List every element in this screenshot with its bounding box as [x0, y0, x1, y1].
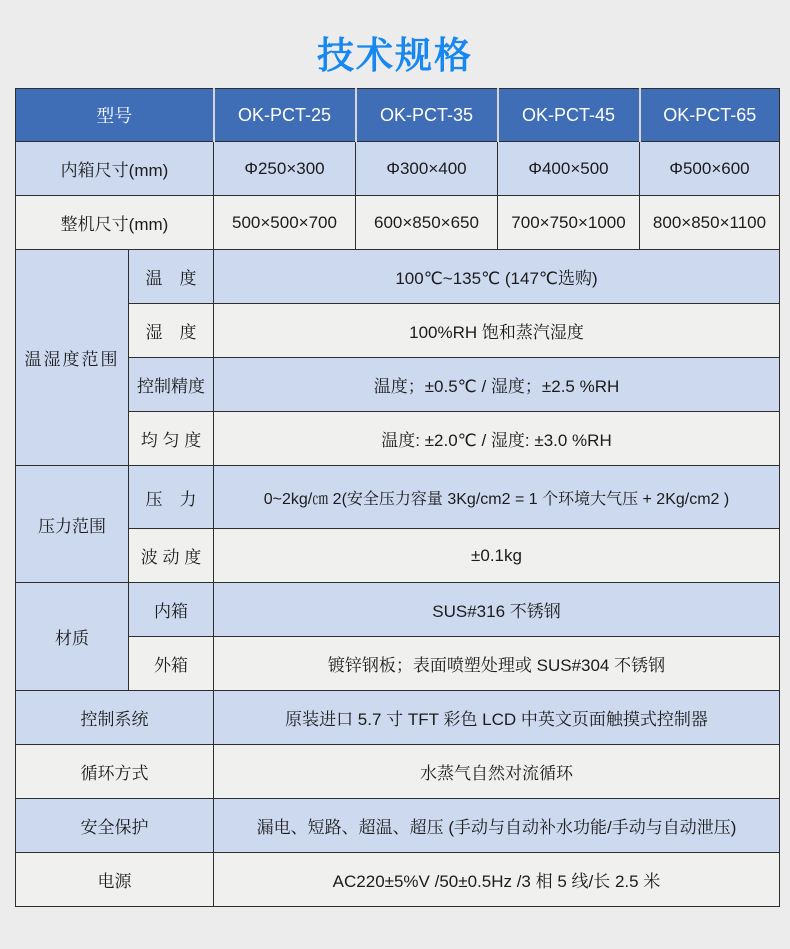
control-accuracy-value: 温度；±0.5℃ / 湿度；±2.5 %RH: [214, 358, 780, 412]
row-outer-box: [16, 637, 780, 691]
humidity-label: 湿 度: [129, 304, 214, 358]
row-inner-size: [16, 142, 780, 196]
uniformity-value: 温度: ±2.0℃ / 湿度: ±3.0 %RH: [214, 412, 780, 466]
pressure-value: 0~2kg/㎝ 2(安全压力容量 3Kg/cm2 = 1 个环境大气压 + 2Kg/cm2 ): [214, 466, 780, 529]
outer-box-value: 镀锌钢板；表面喷塑处理或 SUS#304 不锈钢: [214, 637, 780, 691]
pressure-label: 压 力: [129, 466, 214, 529]
control-system-value: 原装进口 5.7 寸 TFT 彩色 LCD 中英文页面触摸式控制器: [214, 691, 780, 745]
spec-table: [15, 88, 780, 907]
header-model-3: OK-PCT-45: [498, 89, 640, 142]
overall-size-value-3: 700×750×1000: [498, 196, 640, 250]
overall-size-value-2: 600×850×650: [356, 196, 498, 250]
row-inner-box: [16, 583, 780, 637]
header-model-4: OK-PCT-65: [640, 89, 780, 142]
row-uniformity: [16, 412, 780, 466]
humidity-value: 100%RH 饱和蒸汽湿度: [214, 304, 780, 358]
temperature-label: 温 度: [129, 250, 214, 304]
header-model-2: OK-PCT-35: [356, 89, 498, 142]
power-value: AC220±5%V /50±0.5Hz /3 相 5 线/长 2.5 米: [214, 853, 780, 907]
overall-size-label: 整机尺寸(mm): [16, 196, 214, 250]
row-temperature: [16, 250, 780, 304]
safety-value: 漏电、短路、超温、超压 (手动与自动补水功能/手动与自动泄压): [214, 799, 780, 853]
row-power: [16, 853, 780, 907]
power-label: 电源: [16, 853, 214, 907]
row-control-system: [16, 691, 780, 745]
page-title: 技术规格: [317, 35, 473, 76]
inner-size-label: 内箱尺寸(mm): [16, 142, 214, 196]
fluctuation-value: ±0.1kg: [214, 529, 780, 583]
temp-humidity-group-label: 温湿度范围: [16, 250, 129, 466]
header-row: [16, 89, 780, 142]
inner-box-label: 内箱: [129, 583, 214, 637]
row-fluctuation: [16, 529, 780, 583]
inner-box-value: SUS#316 不锈钢: [214, 583, 780, 637]
header-model-label: 型号: [16, 89, 214, 142]
safety-label: 安全保护: [16, 799, 214, 853]
uniformity-label: 均 匀 度: [129, 412, 214, 466]
row-safety: [16, 799, 780, 853]
inner-size-value-2: Φ300×400: [356, 142, 498, 196]
row-overall-size: [16, 196, 780, 250]
material-group-label: 材质: [16, 583, 129, 691]
circulation-label: 循环方式: [16, 745, 214, 799]
temperature-value: 100℃~135℃ (147℃选购): [214, 250, 780, 304]
inner-size-value-3: Φ400×500: [498, 142, 640, 196]
header-model-1: OK-PCT-25: [214, 89, 356, 142]
overall-size-value-1: 500×500×700: [214, 196, 356, 250]
row-circulation: [16, 745, 780, 799]
inner-size-value-1: Φ250×300: [214, 142, 356, 196]
inner-size-value-4: Φ500×600: [640, 142, 780, 196]
row-pressure: [16, 466, 780, 529]
control-accuracy-label: 控制精度: [129, 358, 214, 412]
outer-box-label: 外箱: [129, 637, 214, 691]
control-system-label: 控制系统: [16, 691, 214, 745]
overall-size-value-4: 800×850×1100: [640, 196, 780, 250]
circulation-value: 水蒸气自然对流循环: [214, 745, 780, 799]
row-humidity: [16, 304, 780, 358]
pressure-group-label: 压力范围: [16, 466, 129, 583]
fluctuation-label: 波 动 度: [129, 529, 214, 583]
row-control-accuracy: [16, 358, 780, 412]
